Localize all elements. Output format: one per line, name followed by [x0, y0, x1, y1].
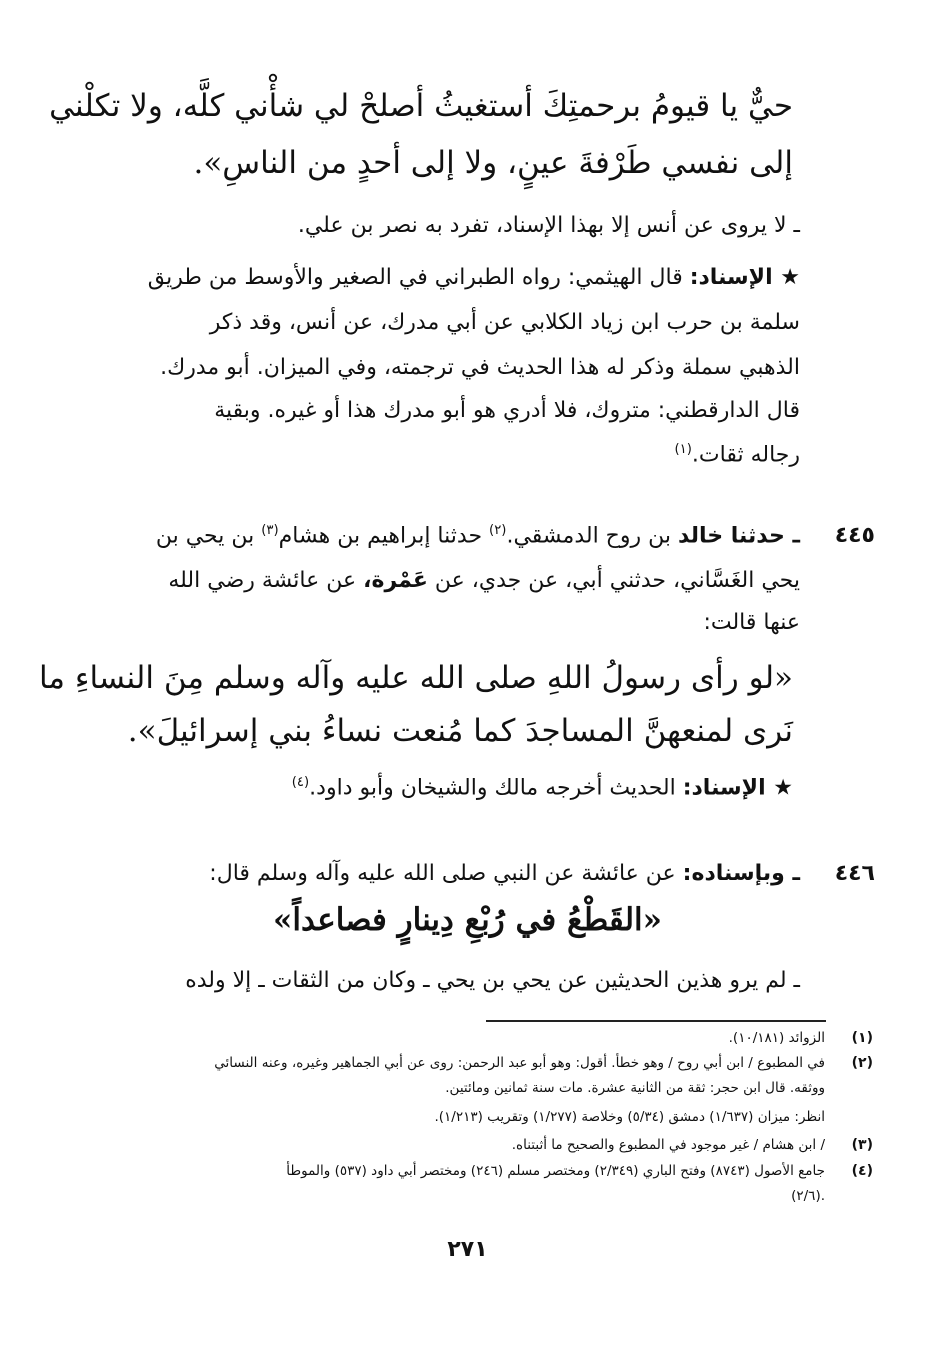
footnote-number: (٢): [851, 1055, 873, 1071]
isnad-line: [675, 442, 800, 467]
footnote-ref: (٣): [261, 523, 279, 538]
footnote-line: انظر: ميزان (١/٦٣٧) دمشق (٥/٣٤) وخلاصة (١/٢٧٧) وتقريب (١/٢١٣).: [434, 1109, 825, 1125]
hadith-number: ٤٤٥: [834, 523, 875, 548]
footnote-line: / ابن هشام / غير موجود في المطبوع والصحيح ما أثبتناه.: [511, 1137, 825, 1153]
chain-opening: ـ وبإسناده:: [682, 861, 800, 886]
footnote-ref: (٢): [489, 523, 507, 538]
isnad-chain-line: [209, 861, 800, 886]
footnote-line: ووثقه. قال ابن حجر: ثقة من الثانية عشرة. مات سنة ثمانين ومائتين.: [445, 1080, 825, 1096]
footnote-number: (٣): [851, 1137, 873, 1153]
hadith-number: ٤٤٦: [834, 861, 875, 886]
chain-text: بن يحي بن: [155, 523, 255, 549]
isnad-line: [292, 775, 793, 800]
chain-text: عن عائشة رضي الله: [168, 568, 357, 593]
footnote-number: (١): [851, 1030, 873, 1046]
chain-text: حدثنا إبراهيم بن هشام: [278, 523, 483, 549]
isnad-chain-line: [168, 568, 800, 593]
hadith-text-line: إلى نفسي طَرْفةَ عينٍ، ولا إلى أحدٍ من الناسِ».: [193, 145, 793, 181]
footnote-ref: (١): [674, 442, 692, 457]
chain-opening: ـ حدثنا خالد: [678, 523, 800, 549]
hadith-text-line: «لو رأى رسولُ اللهِ صلى الله عليه وآله وسلم مِنَ النساءِ ما: [38, 660, 793, 696]
isnad-text: قال الهيثمي: رواه الطبراني في الصغير والأوسط من طريق: [147, 265, 683, 290]
narrator-name: عَمْرة،: [363, 568, 428, 593]
isnad-chain-line: [156, 523, 800, 548]
chain-text: عن عائشة عن النبي صلى الله عليه وآله وسلم قال:: [209, 861, 676, 886]
footnote-number: (٤): [851, 1163, 873, 1179]
footnote-line: الزوائد (١٠/١٨١).: [728, 1030, 825, 1046]
isnad-text: رجاله ثقات.: [691, 442, 800, 468]
isnad-line: قال الدارقطني: متروك، فلا أدري هو أبو مدرك هذا أو غيره. وبقية: [214, 398, 800, 423]
footnote-line: في المطبوع / ابن أبي روح / وهو خطأ. أقول: وهو أبو عبد الرحمن: روى عن أبي الجماهير وغيره، وعنه النسائي: [214, 1055, 825, 1071]
isnad-text: الحديث أخرجه مالك والشيخان وأبو داود.: [309, 775, 676, 801]
footnote-line: (٢/٦).: [791, 1188, 825, 1204]
isnad-chain-line: عنها قالت:: [703, 610, 800, 635]
footnote-line: جامع الأصول (٨٧٤٣) وفتح الباري (٢/٣٤٩) ومختصر مسلم (٢٤٦) ومختصر أبي داود (٥٣٧) والموطأ: [286, 1163, 825, 1179]
footnote-ref: (٤): [291, 775, 310, 790]
isnad-label: ★ الإسناد:: [689, 265, 800, 290]
isnad-label: ★ الإسناد:: [682, 775, 793, 801]
hadith-text-line: «القَطْعُ في رُبْعِ دِينارٍ فصاعداً»: [272, 902, 663, 938]
chain-text: بن روح الدمشقي.: [506, 523, 671, 549]
isnad-line: سلمة بن حرب ابن زياد الكلابي عن أبي مدرك، عن أنس، وقد ذكر: [209, 310, 800, 335]
isnad-line: [148, 265, 800, 290]
note-line: ـ لا يروى عن أنس إلا بهذا الإسناد، تفرد به نصر بن علي.: [297, 213, 800, 238]
isnad-line: الذهبي سملة وذكر له هذا الحديث في ترجمته، وفي الميزان. أبو مدرك.: [160, 355, 800, 380]
page-number: ٢٧١: [447, 1237, 488, 1262]
note-line: ـ لم يرو هذين الحديثين عن يحي بن يحي ـ وكان من الثقات ـ إلا ولده: [185, 968, 800, 993]
hadith-text-line: حيٌّ يا قيومُ برحمتِكَ أستغيثُ أصلحْ لي شأْني كلَّه، ولا تكلْني: [49, 88, 793, 124]
footnote-separator: [486, 1020, 826, 1022]
chain-text: يحي الغَسَّاني، حدثني أبي، عن جدي، عن: [434, 568, 800, 593]
hadith-text-line: نَرى لمنعهنَّ المساجدَ كما مُنعت نساءُ بني إسرائيلَ».: [127, 713, 793, 749]
